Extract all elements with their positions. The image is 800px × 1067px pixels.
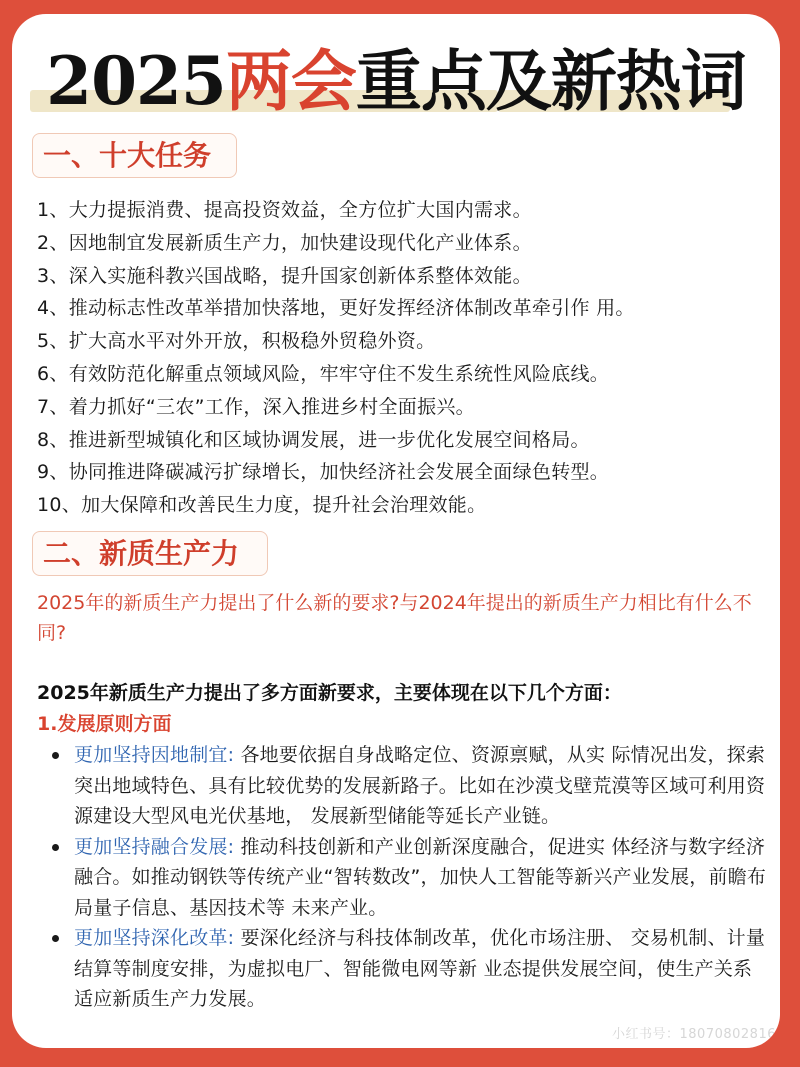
watermark: 小红书号：18070802816 — [612, 1027, 776, 1042]
section-heading-ten-tasks: 一、十大任务 — [32, 133, 237, 178]
task-item: 10、加大保障和改善民生力度，提升社会治理效能。 — [37, 494, 487, 517]
title-year: 2025 — [46, 42, 226, 120]
section-heading-new-productivity: 二、新质生产力 — [32, 531, 268, 576]
task-list — [37, 194, 767, 522]
title-accent: 两会 — [225, 42, 356, 120]
section-intro: 2025年新质生产力提出了多方面新要求，主要体现在以下几个方面： — [37, 682, 622, 704]
task-item: 2、因地制宜发展新质生产力，加快建设现代化产业体系。 — [37, 231, 532, 254]
title-block — [12, 36, 780, 126]
task-item: 4、推动标志性改革举措加快落地，更好发挥经济体制改革牵引作 用。 — [37, 297, 635, 320]
subheading-principles: 1.发展原则方面 — [37, 713, 172, 735]
title-rest: 重点及新热词 — [355, 42, 746, 120]
principle-term: 更加坚持深化改革: — [74, 927, 235, 949]
principle-term: 更加坚持因地制宜: — [74, 744, 235, 766]
task-item: 3、深入实施科教兴国战略，提升国家创新体系整体效能。 — [37, 264, 532, 287]
principle-term: 更加坚持融合发展: — [74, 835, 235, 858]
task-item: 6、有效防范化解重点领域风险，牢牢守住不发生系统性风险底线。 — [37, 362, 610, 385]
principle-item — [48, 923, 768, 1015]
bullet-dot-icon — [52, 935, 59, 942]
task-item: 8、推进新型城镇化和区域协调发展，进一步优化发展空间格局。 — [37, 428, 590, 451]
principle-item — [48, 832, 768, 924]
task-item: 9、协同推进降碳减污扩绿增长，加快经济社会发展全面绿色转型。 — [37, 461, 610, 484]
principle-item — [48, 740, 768, 832]
principle-text: 推动科技创新和产业创新深度融合，促进实 体经济与数字经济融合。如推动钢铁等传统产业“智转数改”，加快人工智能等新兴产业发展，前瞻布局量子信息、基因技术等 未来产业。 — [74, 835, 767, 919]
principle-list — [48, 740, 768, 1015]
task-item: 7、着力抓好“三农”工作，深入推进乡村全面振兴。 — [37, 395, 475, 418]
poster-card — [12, 14, 780, 1048]
bullet-dot-icon — [52, 844, 59, 851]
principle-text: 各地要依据自身战略定位、资源禀赋，从实 际情况出发，探索突出地域特色、具有比较优势的发展新路子。比如在沙漠戈壁荒漠等区域可利用资源建设大型风电光伏基地， 发展新型储能等延长产业链。 — [74, 744, 766, 827]
principle-text: 要深化经济与科技体制改革，优化市场注册、 交易机制、计量结算等制度安排，为虚拟电厂、智能微电网等新 业态提供发展空间，使生产关系适应新质生产力发展。 — [74, 927, 766, 1010]
task-item: 5、扩大高水平对外开放，积极稳外贸稳外资。 — [37, 330, 436, 353]
section-question: 2025年的新质生产力提出了什么新的要求?与2024年提出的新质生产力相比有什么不同? — [37, 592, 752, 644]
task-item: 1、大力提振消费、提高投资效益，全方位扩大国内需求。 — [37, 199, 532, 221]
page-title — [12, 36, 780, 126]
bullet-dot-icon — [52, 752, 59, 759]
